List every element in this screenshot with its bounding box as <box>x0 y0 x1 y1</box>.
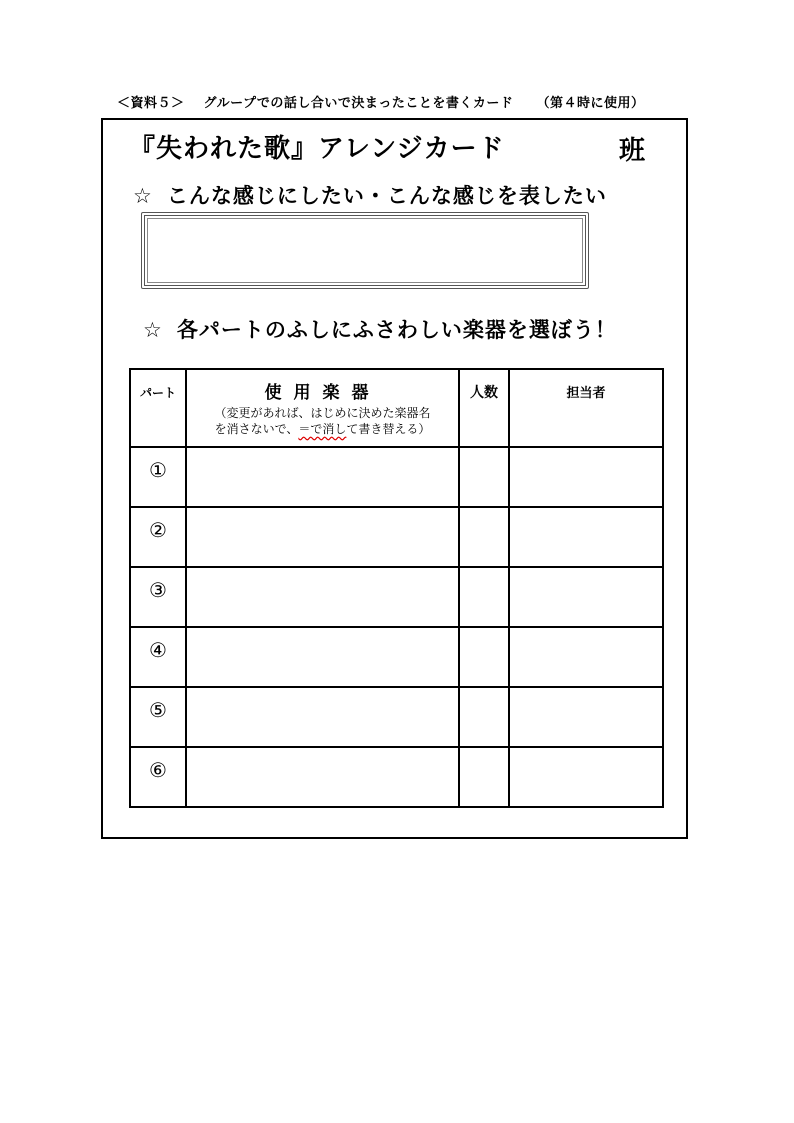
owner-cell[interactable] <box>509 627 663 687</box>
star-icon: ☆ <box>133 184 153 208</box>
instrument-cell[interactable] <box>186 747 459 807</box>
table-row <box>130 687 663 747</box>
section-instrument-heading <box>143 314 617 344</box>
caption-text: グループでの話し合いで決まったことを書くカード <box>203 96 514 111</box>
instrument-cell[interactable] <box>186 567 459 627</box>
header-owner: 担当者 <box>509 369 663 447</box>
part-number: ⑥ <box>130 747 186 807</box>
header-instrument-label: 使用楽器 <box>264 383 381 403</box>
arrange-card <box>101 118 688 839</box>
part-number: ⑤ <box>130 687 186 747</box>
group-label: 班 <box>619 136 646 166</box>
owner-cell[interactable] <box>509 747 663 807</box>
count-cell[interactable] <box>459 447 509 507</box>
count-cell[interactable] <box>459 747 509 807</box>
header-instrument <box>186 369 459 447</box>
header-count: 人数 <box>459 369 509 447</box>
count-cell[interactable] <box>459 567 509 627</box>
table-row <box>130 447 663 507</box>
owner-cell[interactable] <box>509 687 663 747</box>
instrument-cell[interactable] <box>186 507 459 567</box>
image-input-box[interactable] <box>141 212 589 289</box>
owner-cell[interactable] <box>509 507 663 567</box>
table-row <box>130 627 663 687</box>
page-caption <box>117 92 644 111</box>
instrument-cell[interactable] <box>186 447 459 507</box>
table-header-row <box>130 369 663 447</box>
count-cell[interactable] <box>459 687 509 747</box>
header-instrument-note: （変更があれば、はじめに決めた楽器名 を消さないで、＝で消して書き替える） <box>214 406 431 436</box>
header-part: パート <box>130 369 186 447</box>
table-row <box>130 507 663 567</box>
table-row <box>130 567 663 627</box>
section-image-text: こんな感じにしたい・こんな感じを表したい <box>166 184 607 208</box>
part-number: ③ <box>130 567 186 627</box>
part-number: ① <box>130 447 186 507</box>
section-instrument-text: 各パートのふしにふさわしい楽器を選ぼう！ <box>176 318 617 342</box>
count-cell[interactable] <box>459 507 509 567</box>
owner-cell[interactable] <box>509 447 663 507</box>
caption-session: （第４時に使用） <box>536 96 645 111</box>
star-icon: ☆ <box>143 318 163 342</box>
instrument-cell[interactable] <box>186 687 459 747</box>
caption-label: ＜資料５＞ <box>117 96 185 111</box>
table-row <box>130 747 663 807</box>
section-image-heading <box>133 180 607 210</box>
part-number: ② <box>130 507 186 567</box>
count-cell[interactable] <box>459 627 509 687</box>
owner-cell[interactable] <box>509 567 663 627</box>
part-number: ④ <box>130 627 186 687</box>
instrument-cell[interactable] <box>186 627 459 687</box>
card-title: 『失われた歌』アレンジカード <box>129 134 505 164</box>
instrument-table <box>129 368 664 808</box>
